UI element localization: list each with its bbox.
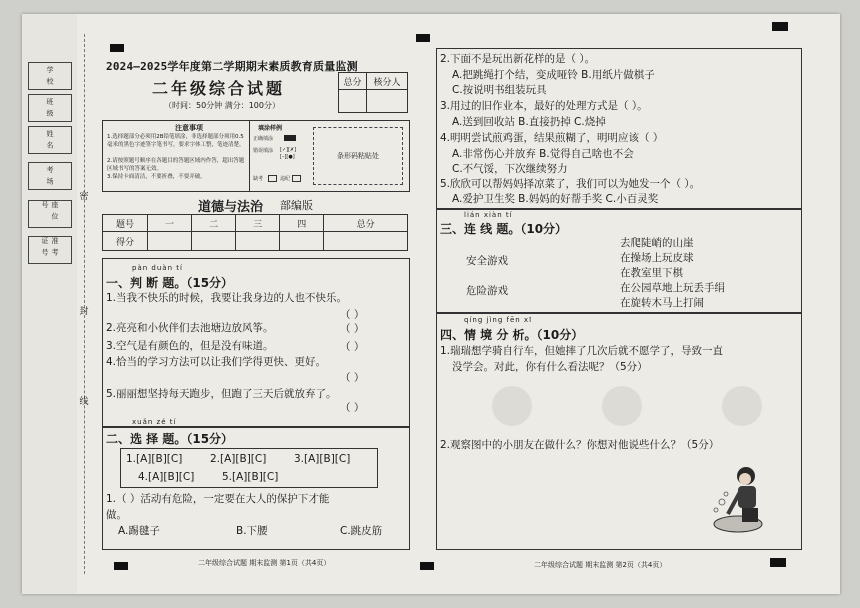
choice-question-3: 3.用过的旧作业本，最好的处理方式是（ ）。 (440, 100, 648, 112)
fill-example-title: 填涂样例 (258, 125, 283, 132)
score-cell[interactable] (236, 232, 280, 251)
section1-title: 一、判 断 题。（15分） (106, 276, 234, 290)
match-left-danger[interactable]: 危险游戏 (466, 285, 508, 297)
choice-question-4-options: A.非常伤心并放弃 B.觉得自己啥也不会 (452, 148, 634, 160)
choice-question-5: 5.欣欣可以帮妈妈择凉菜了，我们可以为她发一个（ ）。 (440, 178, 701, 190)
choice-question-4-options-cont: C.不气馁，下次继续努力 (452, 163, 568, 175)
scenario-question-1-cont: 没学会。对此，你有什么看法呢？（5分） (452, 361, 648, 373)
judge-question-4: 4.恰当的学习方法可以让我们学得更快、更好。 (106, 356, 327, 368)
match-left-safe[interactable]: 安全游戏 (466, 255, 508, 267)
score-header: 四 (280, 215, 324, 232)
fill-correct-mark (284, 135, 296, 141)
fill-correct-label: 正确填涂 (253, 136, 274, 142)
match-right-2[interactable]: 在操场上玩皮球 (620, 252, 694, 264)
reviewer-label: 核分人 (366, 73, 407, 90)
child-legs (742, 508, 758, 522)
choice-question-1: 1.（ ）活动有危险，一定要在大人的保护下才能 (106, 493, 330, 505)
seat-number-field[interactable]: 座 位 号 (28, 200, 72, 228)
soap-bubble (724, 492, 728, 496)
child-face (739, 473, 751, 485)
choice-question-2-options-cont: C.按说明书组装玩具 (452, 84, 547, 96)
answer-option-1[interactable]: 1.[A][B][C] (126, 453, 183, 465)
section3-pinyin: lián xiàn tí (464, 211, 513, 219)
choice-question-1-cont: 做。 (106, 509, 127, 521)
registration-mark (420, 562, 434, 570)
section2-pinyin: xuǎn zé tí (132, 418, 177, 426)
scenario-question-2: 2.观察图中的小朋友在做什么？你想对他说些什么？（5分） (440, 439, 720, 451)
choice-option-b: B.下腰 (236, 525, 268, 537)
answer-option-5[interactable]: 5.[A][B][C] (222, 471, 279, 483)
registration-mark (114, 562, 128, 570)
score-header: 一 (148, 215, 192, 232)
missing-label: 缺考 (253, 176, 264, 182)
score-cell[interactable] (192, 232, 236, 251)
absent-label: 违纪 (280, 176, 291, 182)
ticket-number-field[interactable]: 准 考 证 号 (28, 236, 72, 264)
score-header: 题号 (103, 215, 148, 232)
answer-option-3[interactable]: 3.[A][B][C] (294, 453, 351, 465)
seal-word: 线 (79, 397, 89, 407)
class-field[interactable]: 班 级 (28, 94, 72, 122)
answer-option-2[interactable]: 2.[A][B][C] (210, 453, 267, 465)
choice-question-3-options: A.送到回收站 B.直接扔掉 C.烧掉 (452, 116, 606, 128)
match-right-1[interactable]: 去爬陡峭的山崖 (620, 237, 694, 249)
score-header: 二 (192, 215, 236, 232)
choice-option-c: C.跳皮筋 (340, 525, 383, 537)
notes-item-3: 3.保持卡面清洁，不要折叠，不要弄破。 (107, 174, 206, 180)
score-cell[interactable] (324, 232, 408, 251)
fill-example (249, 121, 304, 191)
missing-checkbox[interactable] (268, 175, 277, 182)
footer-right: 二年级综合试题 期末监测 第2页（共4页） (534, 561, 667, 569)
judge-question-2: 2.亮亮和小伙伴们去池塘边放风筝。 (106, 322, 274, 334)
registration-mark (110, 44, 124, 52)
name-field[interactable]: 姓 名 (28, 126, 72, 154)
soap-bubble (719, 499, 725, 505)
score-cell[interactable] (148, 232, 192, 251)
footer-left: 二年级综合试题 期末监测 第1页（共4页） (198, 559, 331, 567)
judge-question-1: 1.当我不快乐的时候，我要让我身边的人也不快乐。 (106, 292, 348, 304)
judge-question-3: 3.空气是有颜色的，但是没有味道。 (106, 340, 274, 352)
choice-question-2-options: A.把跳绳打个结，变成哑铃 B.用纸片做棋子 (452, 69, 655, 81)
total-score-label: 总分 (339, 73, 367, 90)
seal-word: 密 (79, 192, 89, 202)
school-field[interactable]: 学 校 (28, 62, 72, 90)
score-cell[interactable] (280, 232, 324, 251)
choice-question-5-options: A.爱护卫生奖 B.妈妈的好帮手奖 C.小百灵奖 (452, 193, 659, 205)
answer-area-1[interactable] (440, 378, 796, 428)
fill-wrong-mark: [✓][✗] [–][●] (280, 147, 297, 160)
answer-option-4[interactable]: 4.[A][B][C] (138, 471, 195, 483)
subject-title: 道德与法治 (198, 200, 264, 215)
registration-mark (416, 34, 430, 42)
choice-question-4: 4.明明尝试煎鸡蛋，结果煎糊了，明明应该（ ） (440, 132, 664, 144)
soap-bubble (714, 508, 718, 512)
section4-pinyin: qíng jìng fēn xī (464, 316, 533, 324)
section-score-table (102, 214, 408, 251)
fill-wrong-label: 错误填涂 (253, 148, 274, 154)
judge-answer-4[interactable]: （ ） (340, 372, 365, 384)
section4-title: 四、情 境 分 析。（10分） (440, 328, 584, 342)
score-row-label: 得分 (103, 232, 148, 251)
total-score-cell[interactable] (339, 90, 367, 113)
score-header: 总分 (324, 215, 408, 232)
subject-edition: 部编版 (280, 199, 313, 212)
absent-checkbox[interactable] (292, 175, 301, 182)
notes-item-2: 2.请按照题号顺序在各题目的答题区域内作答，超出答题区域书写的答案无效。 (107, 158, 245, 172)
exam-sheet (22, 14, 840, 594)
answer-area-2[interactable] (440, 456, 710, 536)
choice-option-a: A.踢毽子 (118, 525, 160, 537)
match-right-5[interactable]: 在旋转木马上打闹 (620, 297, 704, 309)
seal-word: 封 (79, 307, 89, 317)
choice-question-2: 2.下面不是玩出新花样的是（ ）。 (440, 53, 596, 65)
paper-title: 二年级综合试题 (152, 79, 286, 98)
notes-item-1: 1.选择题部分必须用2B铅笔填涂，非选择题部分须用0.5毫米的黑色字迹签字笔书写，要求字体工整，笔迹清楚。 (107, 134, 245, 148)
judge-question-5: 5.丽丽想坚持每天跑步，但跑了三天后就放弃了。 (106, 388, 337, 400)
exam-title: 2024—2025学年度第二学期期末素质教育质量监测 (106, 60, 358, 73)
total-score-box (338, 72, 408, 113)
notes-box (102, 120, 410, 192)
reviewer-cell[interactable] (366, 90, 407, 113)
child-washing-illustration (708, 458, 774, 538)
score-header: 三 (236, 215, 280, 232)
judge-answer-5[interactable]: （ ） (340, 402, 365, 414)
judge-answer-3[interactable]: （ ） (340, 341, 365, 353)
child-body (738, 486, 756, 508)
time-info: （时间：50分钟 满分：100分） (164, 101, 280, 110)
section1-pinyin: pàn duàn tí (132, 264, 183, 272)
registration-mark (770, 558, 786, 567)
judge-answer-2[interactable]: （ ） (340, 323, 365, 335)
notes-title: 注意事项 (175, 124, 203, 132)
section2-title: 二、选 择 题。（15分） (106, 432, 234, 446)
match-right-4[interactable]: 在公园草地上玩丢手绢 (620, 282, 725, 294)
registration-mark (772, 22, 788, 31)
match-right-3[interactable]: 在教室里下棋 (620, 267, 683, 279)
exam-room-field[interactable]: 考 场 (28, 162, 72, 190)
section3-title: 三、连 线 题。（10分） (440, 222, 568, 236)
barcode-area: 条形码粘贴处 (313, 127, 403, 185)
scenario-question-1: 1.瑞瑞想学骑自行车，但她摔了几次后就不愿学了，导致一直 (440, 345, 724, 357)
judge-answer-1[interactable]: （ ） (340, 309, 365, 321)
